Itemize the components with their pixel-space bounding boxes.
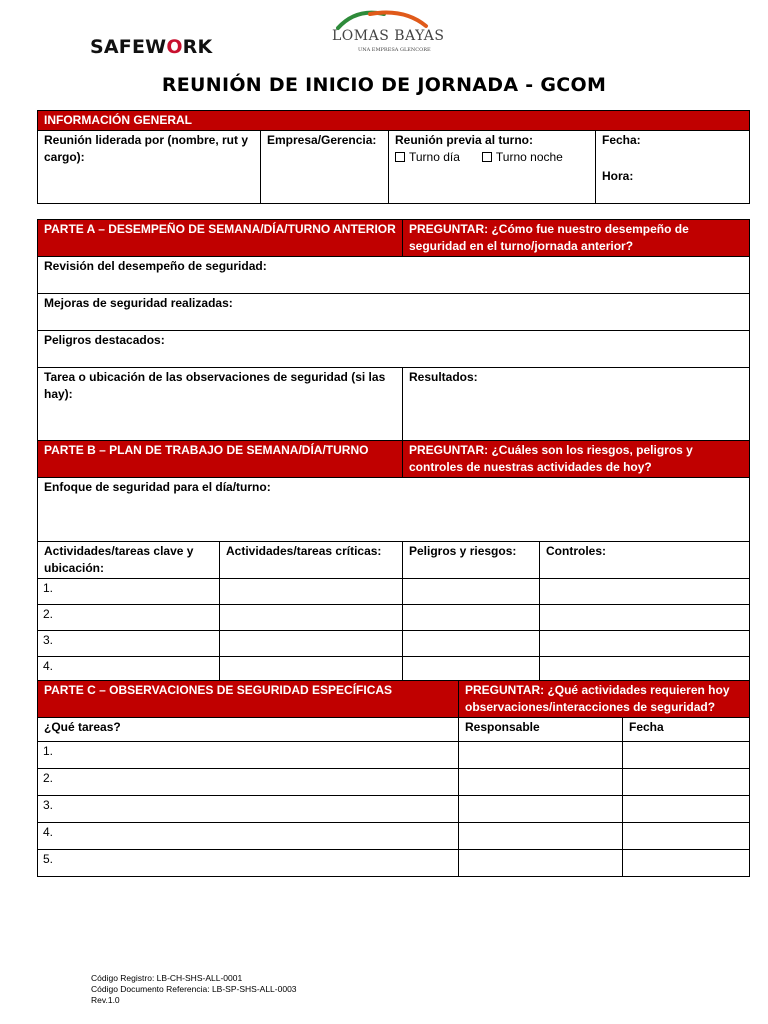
parts-ab-table	[37, 219, 750, 683]
table-row	[38, 823, 750, 850]
prior-meeting-field	[389, 131, 596, 204]
col-key-activities: Actividades/tareas clave y ubicación:	[38, 542, 220, 579]
prior-meeting-label: Reunión previa al turno:	[395, 133, 534, 147]
table-cell[interactable]	[623, 850, 750, 877]
date-label: Fecha:	[602, 133, 641, 147]
col-responsible: Responsable	[459, 718, 623, 742]
table-row	[38, 631, 750, 657]
table-cell[interactable]	[403, 605, 540, 631]
turno-noche-label: Turno noche	[495, 150, 563, 164]
safework-logo-text-o: O	[166, 36, 183, 58]
part-c-header: PARTE C – OBSERVACIONES DE SEGURIDAD ESPECÍFICAS	[38, 681, 459, 718]
observation-task-field[interactable]: Tarea o ubicación de las observaciones de seguridad (si las hay):	[38, 368, 403, 441]
safework-logo-text-a: SAFEW	[90, 36, 167, 58]
part-a-ask: PREGUNTAR: ¿Cómo fue nuestro desempeño de seguridad en el turno/jornada anterior?	[403, 220, 750, 257]
part-c-ask: PREGUNTAR: ¿Qué actividades requieren hoy observaciones/interacciones de seguridad?	[459, 681, 750, 718]
led-by-field[interactable]: Reunión liderada por (nombre, rut y cargo):	[38, 131, 261, 204]
part-c-table	[37, 680, 750, 877]
document-footer	[91, 973, 297, 1006]
lomas-bayas-logo	[326, 8, 445, 60]
table-cell[interactable]	[623, 769, 750, 796]
col-date: Fecha	[623, 718, 750, 742]
table-cell[interactable]	[403, 579, 540, 605]
table-row	[38, 796, 750, 823]
improvements-field[interactable]: Mejoras de seguridad realizadas:	[38, 294, 750, 331]
table-row	[38, 769, 750, 796]
col-critical-activities: Actividades/tareas críticas:	[220, 542, 403, 579]
table-cell[interactable]	[540, 631, 750, 657]
table-cell[interactable]	[459, 796, 623, 823]
turno-dia-label: Turno día	[409, 150, 460, 164]
part-a-header: PARTE A – DESEMPEÑO DE SEMANA/DÍA/TURNO ANTERIOR	[38, 220, 403, 257]
row-number[interactable]: 5.	[38, 850, 459, 877]
turno-dia-option[interactable]	[395, 150, 460, 164]
turno-noche-option[interactable]	[482, 150, 563, 164]
table-cell[interactable]	[220, 631, 403, 657]
table-cell[interactable]	[623, 796, 750, 823]
table-cell[interactable]	[623, 742, 750, 769]
row-number[interactable]: 3.	[38, 796, 459, 823]
row-number[interactable]: 2.	[38, 605, 220, 631]
reference-code: Código Documento Referencia: LB-SP-SHS-ALL-0003	[91, 984, 297, 994]
table-cell[interactable]	[403, 631, 540, 657]
row-number[interactable]: 4.	[38, 657, 220, 683]
row-number[interactable]: 2.	[38, 769, 459, 796]
table-row	[38, 605, 750, 631]
table-cell[interactable]	[220, 579, 403, 605]
table-cell[interactable]	[459, 823, 623, 850]
date-time-field[interactable]	[596, 131, 750, 204]
row-number[interactable]: 4.	[38, 823, 459, 850]
results-field[interactable]: Resultados:	[403, 368, 750, 441]
table-row	[38, 850, 750, 877]
table-cell[interactable]	[459, 769, 623, 796]
registry-code: Código Registro: LB-CH-SHS-ALL-0001	[91, 973, 243, 983]
row-number[interactable]: 1.	[38, 742, 459, 769]
table-cell[interactable]	[220, 657, 403, 683]
turno-noche-checkbox[interactable]	[482, 152, 492, 162]
turno-dia-checkbox[interactable]	[395, 152, 405, 162]
general-info-table	[37, 110, 750, 204]
row-number[interactable]: 3.	[38, 631, 220, 657]
table-cell[interactable]	[540, 605, 750, 631]
general-info-header: INFORMACIÓN GENERAL	[38, 111, 750, 131]
safety-review-field[interactable]: Revisión del desempeño de seguridad:	[38, 257, 750, 294]
page-title: REUNIÓN DE INICIO DE JORNADA - GCOM	[161, 74, 607, 96]
hazards-field[interactable]: Peligros destacados:	[38, 331, 750, 368]
table-row	[38, 657, 750, 683]
time-label: Hora:	[602, 169, 634, 183]
col-hazards-risks: Peligros y riesgos:	[403, 542, 540, 579]
table-cell[interactable]	[403, 657, 540, 683]
table-row	[38, 579, 750, 605]
revision: Rev.1.0	[91, 995, 120, 1005]
table-cell[interactable]	[540, 579, 750, 605]
table-cell[interactable]	[623, 823, 750, 850]
table-cell[interactable]	[220, 605, 403, 631]
company-field[interactable]: Empresa/Gerencia:	[261, 131, 389, 204]
safework-logo-text-b: RK	[182, 36, 213, 58]
table-cell[interactable]	[459, 850, 623, 877]
safework-logo	[90, 36, 212, 58]
row-number[interactable]: 1.	[38, 579, 220, 605]
safety-focus-field[interactable]: Enfoque de seguridad para el día/turno:	[38, 478, 750, 542]
lomas-bayas-subtitle: UNA EMPRESA GLENCORE	[358, 47, 431, 53]
col-controls: Controles:	[540, 542, 750, 579]
table-row	[38, 742, 750, 769]
col-tasks: ¿Qué tareas?	[38, 718, 459, 742]
table-cell[interactable]	[540, 657, 750, 683]
lomas-bayas-name: LOMAS BAYAS	[332, 28, 445, 44]
part-b-header: PARTE B – PLAN DE TRABAJO DE SEMANA/DÍA/TURNO	[38, 441, 403, 478]
table-cell[interactable]	[459, 742, 623, 769]
part-b-ask: PREGUNTAR: ¿Cuáles son los riesgos, peligros y controles de nuestras actividades de hoy?	[403, 441, 750, 478]
